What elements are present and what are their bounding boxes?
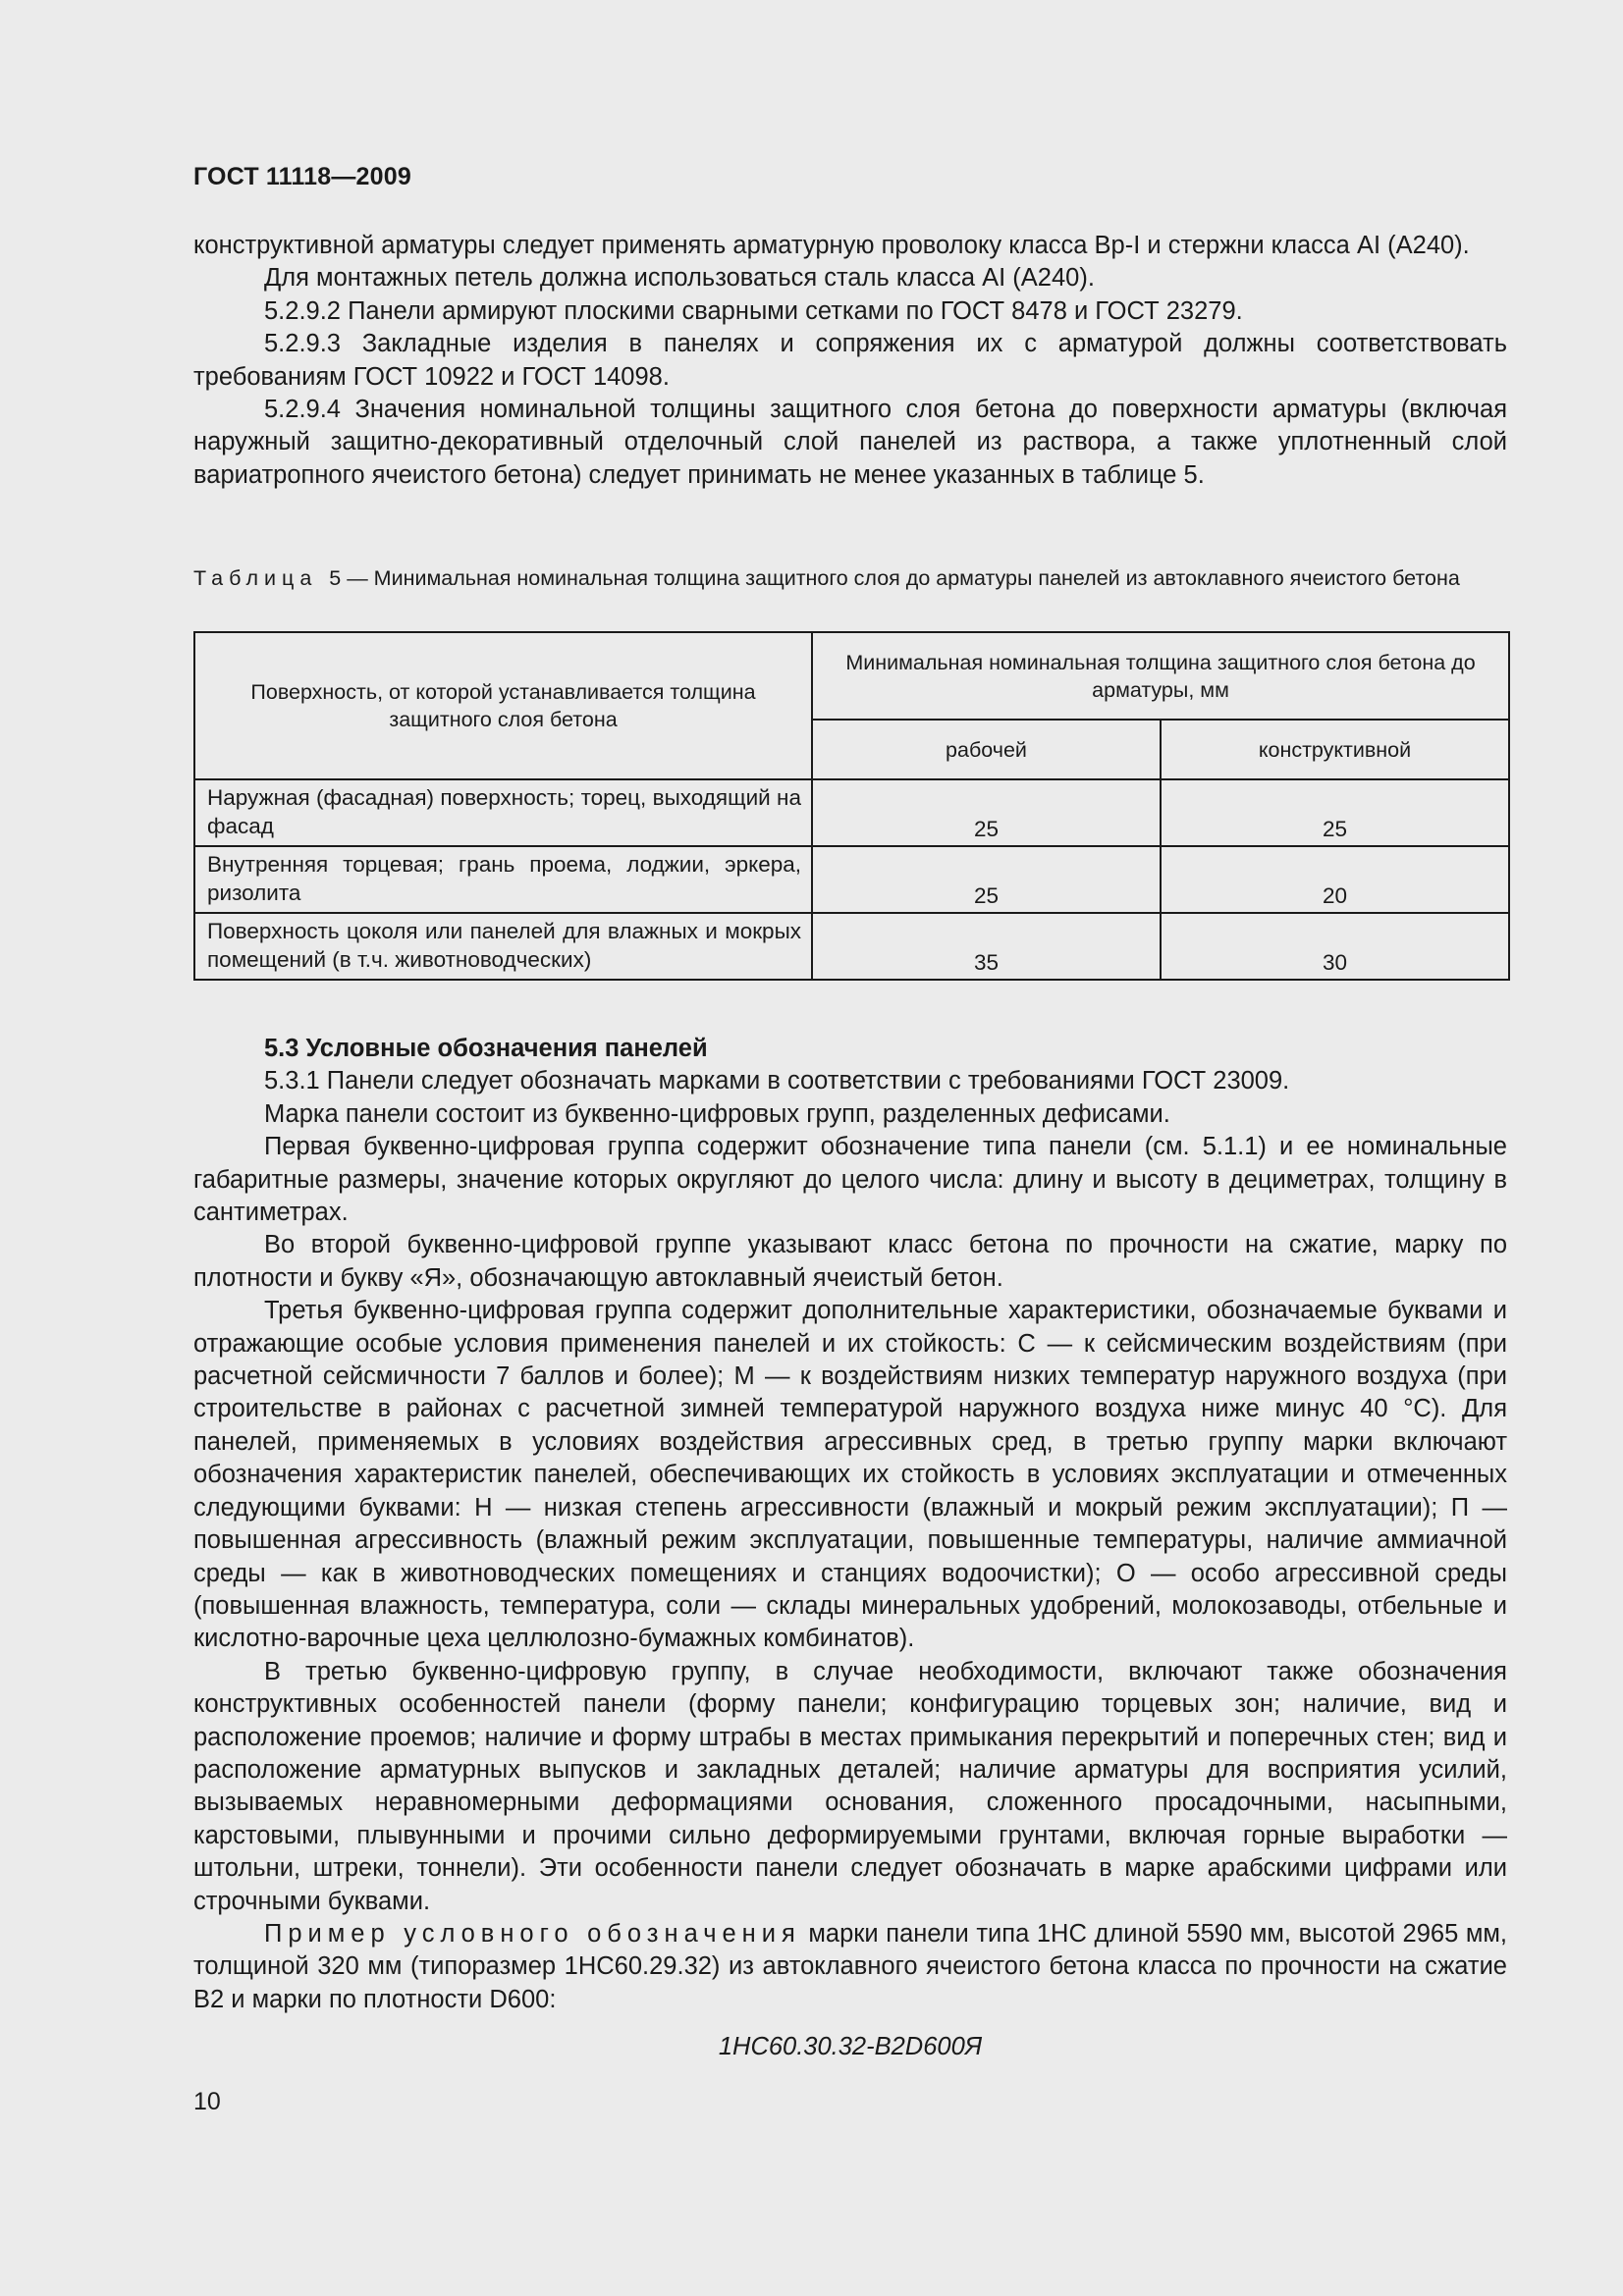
section-heading: 5.3 Условные обозначения панелей (264, 1035, 708, 1062)
paragraph: Для монтажных петель должна использоваться сталь класса АI (А240). (264, 264, 1095, 293)
table-row (194, 913, 1509, 980)
paragraph: Первая буквенно-цифровая группа содержит обозначение типа панели (см. 5.1.1) и ее номинальные габаритные размеры, значение которых округляют до целого числа: длину и высоту в дециметрах, толщину в сантиметрах. (193, 1133, 1507, 1227)
structural-value-cell: 20 (1161, 846, 1509, 913)
clause-5-3-1: 5.3.1 Панели следует обозначать марками в соответствии с требованиями ГОСТ 23009. (264, 1067, 1290, 1095)
table-caption-text: 5 — Минимальная номинальная толщина защитного слоя до арматуры панелей из автоклавного ячеистого бетона (329, 566, 1460, 590)
working-rebar-header: рабочей (812, 720, 1161, 779)
structural-rebar-header: конструктивной (1161, 720, 1509, 779)
table-caption (193, 563, 1507, 593)
paragraph: Во второй буквенно-цифровой группе указывают класс бетона по прочности на сжатие, марку по плотности и букву «Я», обозначающую автоклавный ячеистый бетон. (193, 1231, 1507, 1292)
surface-column-header: Поверхность, от которой устанавливается толщина защитного слоя бетона (194, 632, 812, 779)
surface-cell: Внутренняя торцевая; грань проема, лоджии, эркера, ризолита (194, 846, 812, 913)
paragraph: В третью буквенно-цифровую группу, в случае необходимости, включают также обозначения конструктивных особенностей панели (форму панели; конфигурацию торцевых зон; наличие, вид и расположение проемов; наличие и форму штрабы в местах примыкания перекрытий и поперечных стен; вид и расположение арматурных выпусков и закладных деталей; наличие арматуры для восприятия усилий, вызываемых неравномерными деформациями основания, сложенного просадочными, насыпными, карстовыми, плывунными и прочими сильно деформируемыми грунтами, включая горные выработки — штольни, штреки, тоннели). Эти особенности панели следует обозначать в марке арабскими цифрами или строчными буквами. (193, 1657, 1507, 1915)
table-5 (193, 631, 1510, 981)
clause-5-2-9-4: 5.2.9.4 Значения номинальной толщины защитного слоя бетона до поверхности арматуры (включая наружный защитно-декоративный отделочный слой панелей из раствора, а также уплотненный слой вариатропного ячеистого бетона) следует принимать не менее указанных в таблице 5. (193, 396, 1507, 489)
example-label: Пример условного обозначения (264, 1919, 801, 1948)
table-header-row (194, 632, 1509, 720)
paragraph: Марка панели состоит из буквенно-цифровых групп, разделенных дефисами. (264, 1099, 1170, 1128)
section-5-3 (193, 1033, 1507, 2016)
working-value-cell: 35 (812, 913, 1161, 980)
page-number: 10 (193, 2088, 221, 2115)
example-text: марки панели типа 1НС длиной 5590 мм, высотой 2965 мм, толщиной 320 мм (типоразмер 1НС60.29.32) из автоклавного ячеистого бетона класса по прочности на сжатие В2 и марки по плотности D600: (193, 1919, 1507, 2013)
structural-value-cell: 25 (1161, 779, 1509, 846)
top-text-block (193, 230, 1507, 492)
surface-cell: Поверхность цоколя или панелей для влажных и мокрых помещений (в т.ч. животноводческих) (194, 913, 812, 980)
surface-cell: Наружная (фасадная) поверхность; торец, выходящий на фасад (194, 779, 812, 846)
example-mark: 1НС60.30.32-В2D600Я (718, 2033, 983, 2060)
working-value-cell: 25 (812, 846, 1161, 913)
paragraph: конструктивной арматуры следует применять арматурную проволоку класса Вр-I и стержни класса АI (А240). (193, 232, 1470, 259)
clause-5-2-9-3: 5.2.9.3 Закладные изделия в панелях и сопряжения их с арматурой должны соответствовать требованиям ГОСТ 10922 и ГОСТ 14098. (193, 330, 1507, 391)
example-paragraph (193, 1918, 1507, 2016)
working-value-cell: 25 (812, 779, 1161, 846)
paragraph: Третья буквенно-цифровая группа содержит дополнительные характеристики, обозначаемые буквами и отражающие особые условия применения панелей и их стойкость: С — к сейсмическим воздействиям (при расчетной сейсмичности 7 баллов и более); М — к воздействиям низких температур наружного воздуха (при строительстве в районах с расчетной зимней температурой наружного воздуха ниже минус 40 °С). Для панелей, применяемых в условиях воздействия агрессивных сред, в третью группу марки включают обозначения характеристик панелей, обеспечивающих их стойкость в условиях эксплуатации и отмеченных следующими буквами: Н — низкая степень агрессивности (влажный и мокрый режим эксплуатации); П — повышенная агрессивность (влажный режим эксплуатации, повышенные температуры, наличие аммиачной среды — как в животноводческих помещениях и станциях водоочистки); О — особо агрессивной среды (повышенная влажность, температура, соли — склады минеральных удобрений, молокозаводы, отбельные и кислотно-варочные цеха целлюлозно-бумажных комбинатов). (193, 1297, 1507, 1653)
table-caption-label: Таблица (193, 566, 318, 590)
clause-5-2-9-2: 5.2.9.2 Панели армируют плоскими сварными сетками по ГОСТ 8478 и ГОСТ 23279. (264, 296, 1243, 325)
thickness-group-header: Минимальная номинальная толщина защитного слоя бетона до арматуры, мм (812, 632, 1509, 720)
structural-value-cell: 30 (1161, 913, 1509, 980)
document-header: ГОСТ 11118—2009 (193, 163, 411, 190)
table-row (194, 779, 1509, 846)
table-row (194, 846, 1509, 913)
